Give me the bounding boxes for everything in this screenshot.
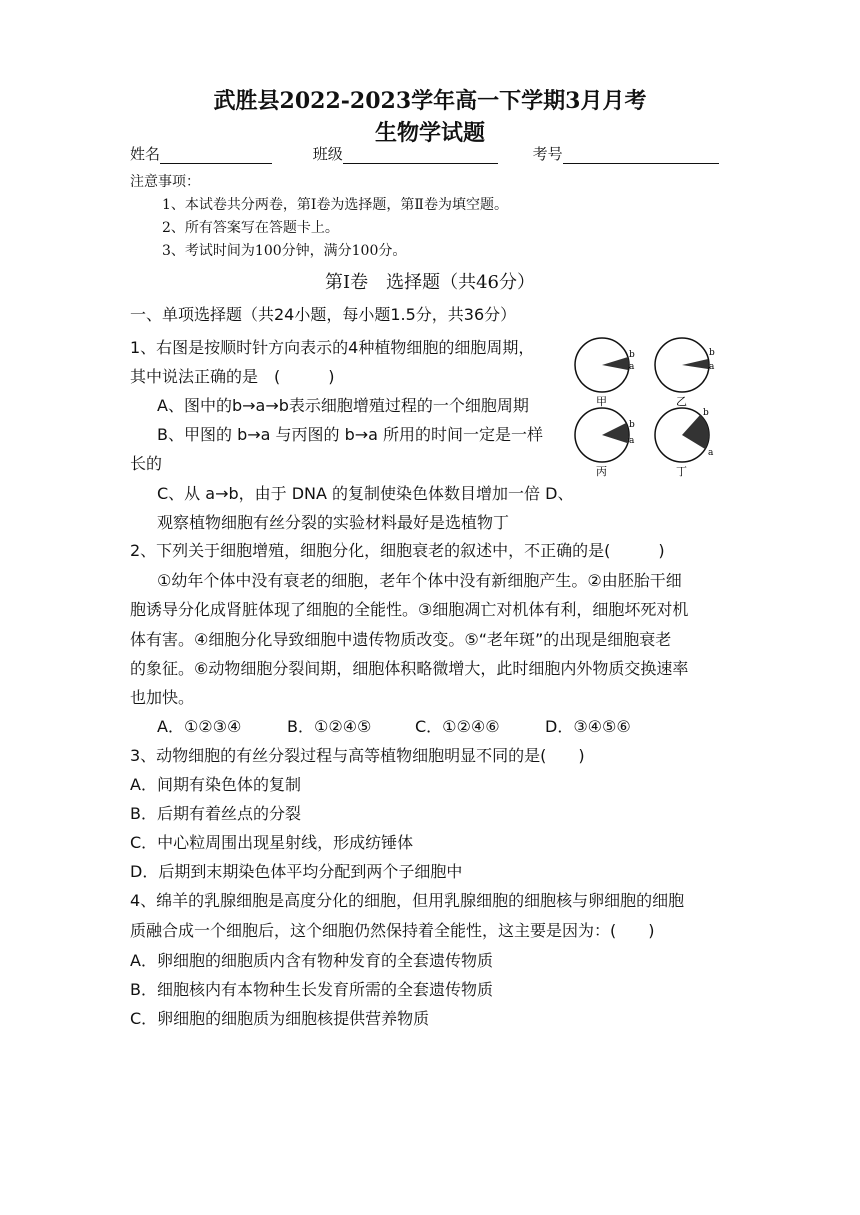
q1-option-b: B、甲图的 b→a 与丙图的 b→a 所用的时间一定是一样 — [157, 425, 544, 444]
label-jia: 甲 — [596, 395, 607, 408]
q2-body-line: 也加快。 — [130, 688, 195, 707]
q1-stem: 1、右图是按顺时针方向表示的4种植物细胞的细胞周期， — [130, 338, 535, 357]
point-b-label: b — [703, 408, 709, 418]
cell-cycle-figure — [572, 335, 722, 485]
q2-body-line: 体有害。④细胞分化导致细胞中遗传物质改变。⑤“老年斑”的出现是细胞衰老 — [130, 630, 672, 649]
q1-option-d: 观察植物细胞有丝分裂的实验材料最好是选植物丁 — [157, 513, 510, 532]
q2-body-line: ①幼年个体中没有衰老的细胞，老年个体中没有新细胞产生。②由胚胎干细 — [157, 571, 682, 590]
q1-option-b: 长的 — [130, 454, 163, 473]
cell-cycle-diagram — [572, 335, 722, 485]
q2-option-a: A．①②③④ — [157, 717, 242, 736]
number-field-line[interactable] — [563, 147, 719, 164]
q3-option-b: B．后期有着丝点的分裂 — [130, 804, 301, 823]
point-a-label: a — [709, 362, 715, 372]
label-bing: 丙 — [596, 465, 607, 478]
q4-option-a: A．卵细胞的细胞质内含有物种发育的全套遗传物质 — [130, 951, 493, 970]
student-info-row — [130, 143, 719, 164]
section-title: 第Ⅰ卷 选择题（共46分） — [324, 272, 535, 293]
exam-title: 武胜县2022-2023学年高一下学期3月月考 — [213, 88, 647, 114]
q1-stem: 其中说法正确的是 ( ) — [130, 367, 335, 386]
q2-option-c: C．①②④⑥ — [415, 717, 500, 736]
q4-stem: 质融合成一个细胞后，这个细胞仍然保持着全能性，这主要是因为：( ) — [130, 921, 655, 940]
q4-option-c: C．卵细胞的细胞质为细胞核提供营养物质 — [130, 1009, 430, 1028]
q2-option-b: B．①②④⑤ — [287, 717, 372, 736]
q2-option-d: D．③④⑤⑥ — [545, 717, 631, 736]
q1-option-a: A、图中的b→a→b表示细胞增殖过程的一个细胞周期 — [157, 396, 529, 415]
class-field-line[interactable] — [343, 147, 498, 164]
number-label: 考号 — [532, 145, 563, 163]
circle-yi — [655, 338, 715, 408]
name-label: 姓名 — [130, 145, 161, 163]
point-a-label: a — [629, 362, 635, 372]
q3-option-a: A．间期有染色体的复制 — [130, 775, 301, 794]
label-ding: 丁 — [676, 465, 687, 478]
q3-option-d: D．后期到末期染色体平均分配到两个子细胞中 — [130, 862, 463, 881]
note-item: 1、本试卷共分两卷，第Ⅰ卷为选择题，第Ⅱ卷为填空题。 — [162, 197, 508, 213]
part-heading: 一、单项选择题（共24小题，每小题1.5分，共36分） — [130, 305, 517, 324]
circle-jia — [575, 338, 635, 408]
label-yi: 乙 — [676, 395, 687, 408]
q1-option-cd: C、从 a→b，由于 DNA 的复制使染色体数目增加一倍 D、 — [157, 484, 574, 503]
point-b-label: b — [629, 350, 635, 360]
q2-stem: 2、下列关于细胞增殖，细胞分化，细胞衰老的叙述中，不正确的是( ) — [130, 541, 665, 560]
exam-subtitle: 生物学试题 — [374, 120, 485, 146]
q2-body-line: 胞诱导分化成肾脏体现了细胞的全能性。③细胞凋亡对机体有利，细胞坏死对机 — [130, 600, 689, 619]
class-label: 班级 — [312, 145, 343, 163]
note-item: 3、考试时间为100分钟，满分100分。 — [162, 243, 407, 259]
q3-option-c: C．中心粒周围出现星射线，形成纺锤体 — [130, 833, 414, 852]
notes-heading: 注意事项： — [130, 174, 200, 190]
circle-bing — [575, 408, 635, 478]
name-field-line[interactable] — [160, 147, 272, 164]
circle-ding — [655, 408, 714, 478]
point-b-label: b — [629, 420, 635, 430]
point-a-label: a — [629, 436, 635, 446]
note-item: 2、所有答案写在答题卡上。 — [162, 220, 339, 236]
point-b-label: b — [709, 348, 715, 358]
q2-body-line: 的象征。⑥动物细胞分裂间期，细胞体积略微增大，此时细胞内外物质交换速率 — [130, 659, 689, 678]
q4-option-b: B．细胞核内有本物种生长发育所需的全套遗传物质 — [130, 980, 493, 999]
q4-stem: 4、绵羊的乳腺细胞是高度分化的细胞，但用乳腺细胞的细胞核与卵细胞的细胞 — [130, 891, 685, 910]
q3-stem: 3、动物细胞的有丝分裂过程与高等植物细胞明显不同的是( ) — [130, 746, 585, 765]
point-a-label: a — [708, 448, 714, 458]
